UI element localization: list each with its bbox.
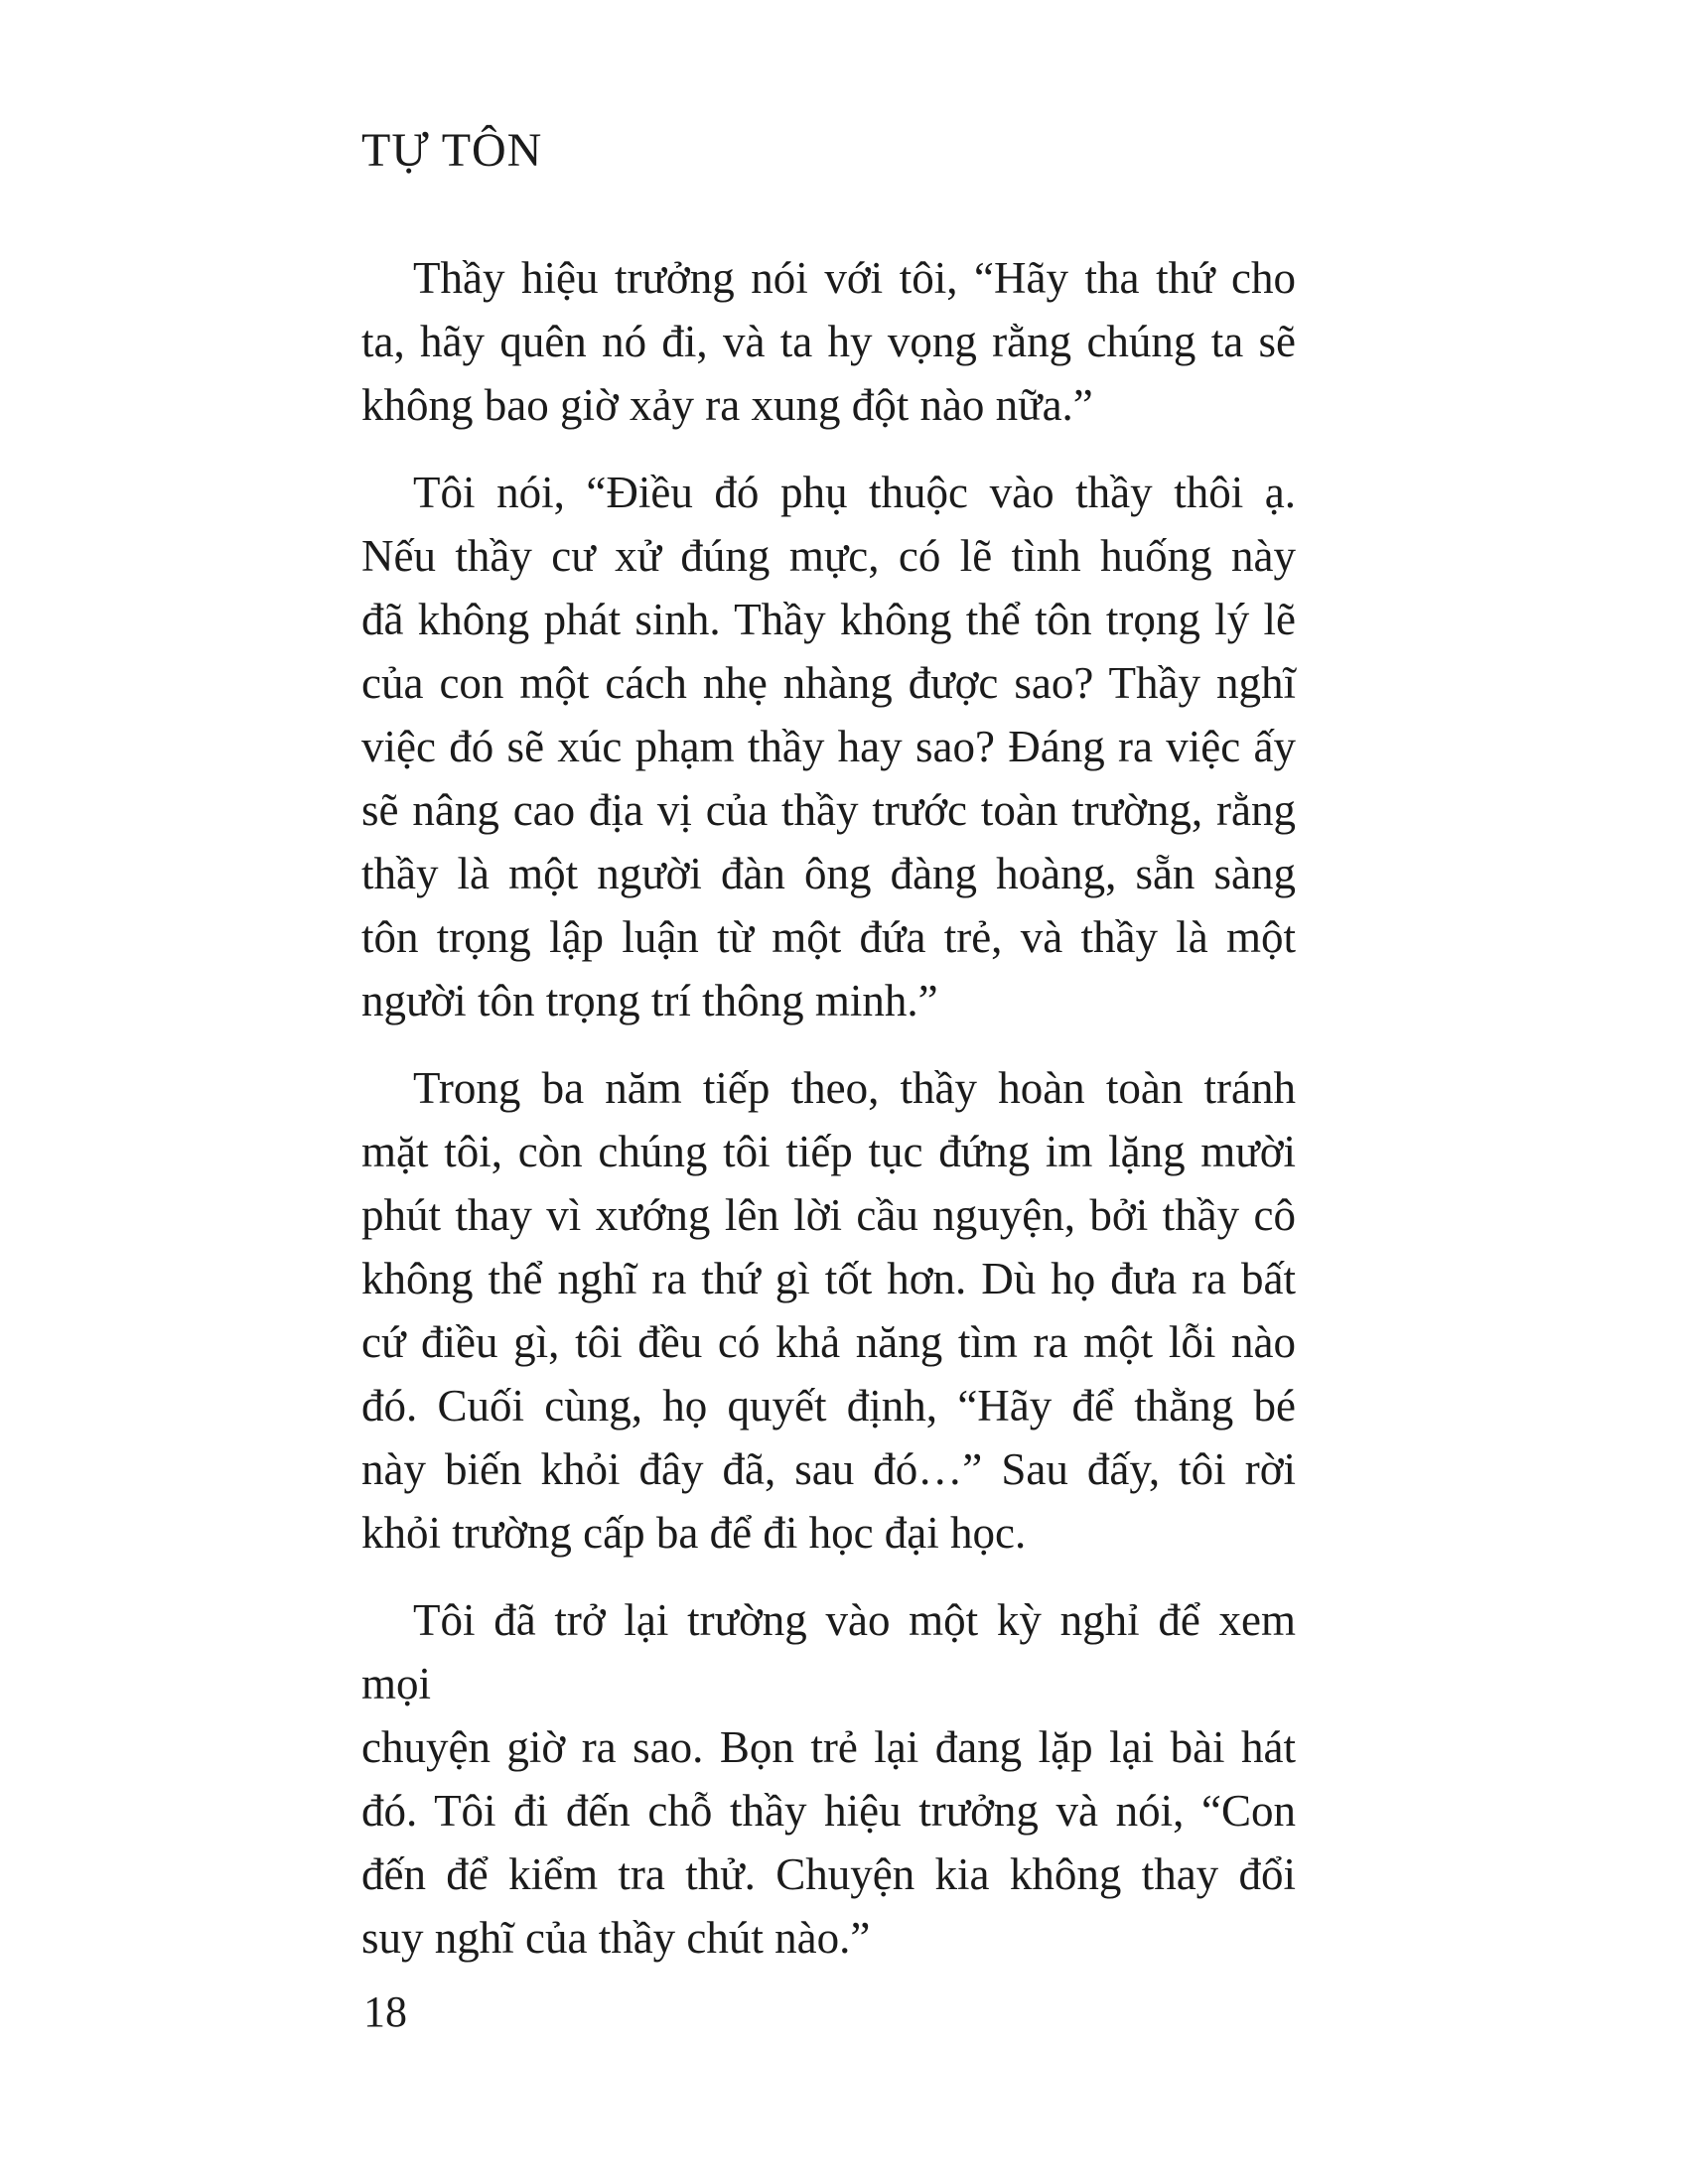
text-line: sẽ nâng cao địa vị của thầy trước toàn trường, rằng xyxy=(361,785,1296,835)
paragraph xyxy=(361,1588,1296,1970)
text-line: không thể nghĩ ra thứ gì tốt hơn. Dù họ đưa ra bất xyxy=(361,1254,1296,1303)
text-line: đến để kiểm tra thử. Chuyện kia không thay đổi xyxy=(361,1849,1296,1899)
text-line: Tôi đã trở lại trường vào một kỳ nghỉ để xem mọi xyxy=(361,1595,1296,1708)
text-line: ta, hãy quên nó đi, và ta hy vọng rằng chúng ta sẽ xyxy=(361,317,1296,366)
paragraph xyxy=(361,461,1296,1032)
text-line: người tôn trọng trí thông minh.” xyxy=(361,976,938,1025)
running-header: TỰ TÔN xyxy=(361,124,543,177)
text-line: đã không phát sinh. Thầy không thể tôn trọng lý lẽ xyxy=(361,595,1296,644)
text-line: của con một cách nhẹ nhàng được sao? Thầy nghĩ xyxy=(361,658,1296,708)
text-line: thầy là một người đàn ông đàng hoàng, sẵn sàng xyxy=(361,849,1296,898)
text-line: suy nghĩ của thầy chút nào.” xyxy=(361,1913,871,1963)
text-line: Trong ba năm tiếp theo, thầy hoàn toàn tránh xyxy=(413,1063,1296,1113)
body-text xyxy=(361,246,1296,1993)
text-line: việc đó sẽ xúc phạm thầy hay sao? Đáng ra việc ấy xyxy=(361,722,1296,771)
text-line: này biến khỏi đây đã, sau đó…” Sau đấy, tôi rời xyxy=(361,1444,1296,1494)
text-line: Tôi nói, “Điều đó phụ thuộc vào thầy thôi ạ. xyxy=(413,468,1296,517)
text-line: mặt tôi, còn chúng tôi tiếp tục đứng im lặng mười xyxy=(361,1127,1296,1176)
text-line: tôn trọng lập luận từ một đứa trẻ, và thầy là một xyxy=(361,912,1296,962)
text-line: đó. Cuối cùng, họ quyết định, “Hãy để thằng bé xyxy=(361,1381,1296,1431)
text-line: Thầy hiệu trưởng nói với tôi, “Hãy tha thứ cho xyxy=(413,253,1296,303)
paragraph xyxy=(361,246,1296,437)
text-line: phút thay vì xướng lên lời cầu nguyện, bởi thầy cô xyxy=(361,1190,1296,1240)
text-line: Nếu thầy cư xử đúng mực, có lẽ tình huống này xyxy=(361,531,1296,581)
page-number: 18 xyxy=(363,1987,407,2036)
text-line: khỏi trường cấp ba để đi học đại học. xyxy=(361,1508,1027,1558)
text-line: đó. Tôi đi đến chỗ thầy hiệu trưởng và nói, “Con xyxy=(361,1786,1296,1836)
paragraph xyxy=(361,1056,1296,1565)
text-line: không bao giờ xảy ra xung đột nào nữa.” xyxy=(361,380,1093,430)
text-line: cứ điều gì, tôi đều có khả năng tìm ra một lỗi nào xyxy=(361,1317,1296,1367)
text-line: chuyện giờ ra sao. Bọn trẻ lại đang lặp lại bài hát xyxy=(361,1722,1296,1772)
